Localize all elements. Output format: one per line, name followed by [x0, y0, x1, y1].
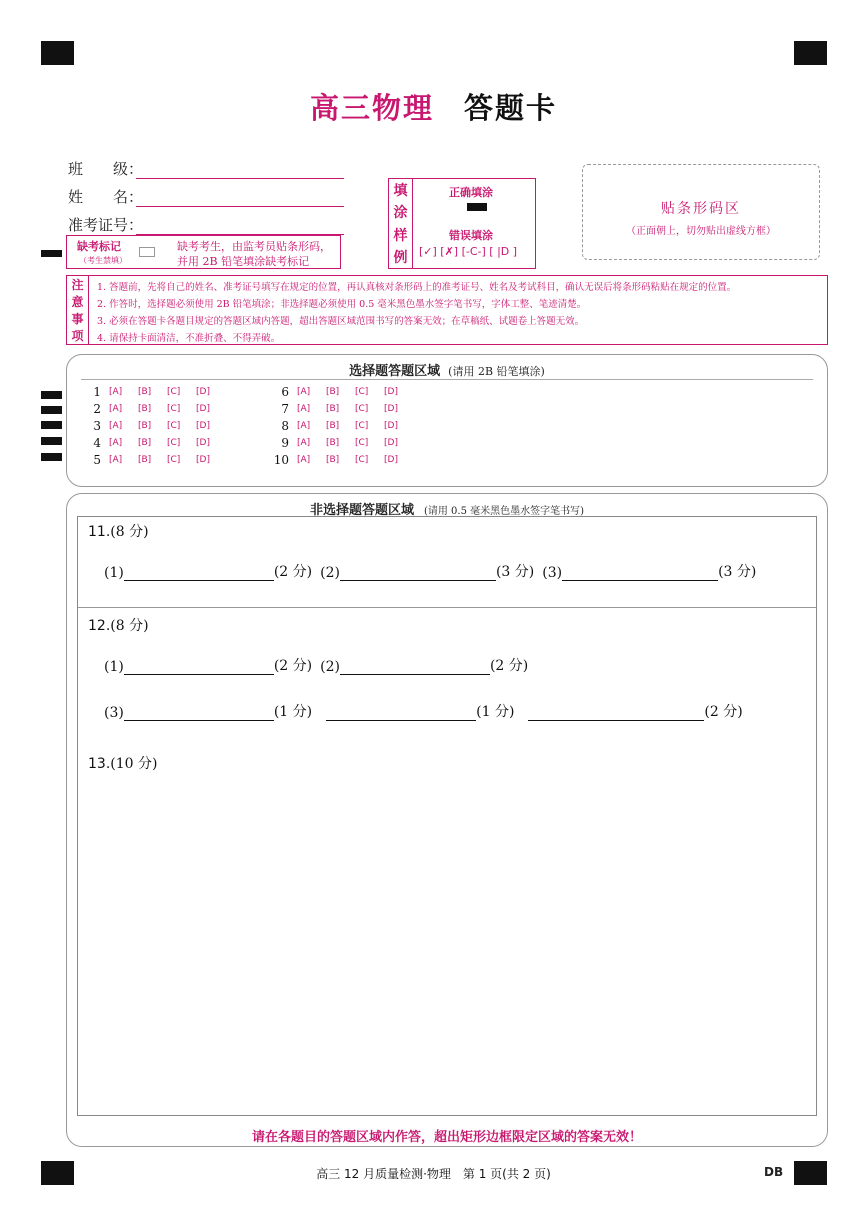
choice-divider: [81, 379, 813, 380]
choice-heading: [67, 360, 827, 379]
choice-option-bubble[interactable]: [B]: [326, 455, 340, 465]
choice-option-bubble[interactable]: [A]: [297, 404, 311, 414]
q12-blank-5[interactable]: [528, 705, 704, 721]
choice-option-bubble[interactable]: [A]: [297, 387, 311, 397]
choice-question-number: 8: [281, 419, 289, 433]
timing-mark: [41, 421, 62, 429]
notes-vert-char: 意: [71, 295, 84, 309]
q12-score-1: (2 分): [273, 658, 313, 674]
class-row: [68, 158, 344, 179]
notes-vert-char: 项: [71, 329, 84, 343]
q12-blank-3[interactable]: [124, 705, 274, 721]
q12-score-2: (2 分): [489, 658, 529, 674]
answer-frame: [77, 516, 817, 1116]
choice-question-row: [81, 453, 225, 467]
choice-option-bubble[interactable]: [C]: [167, 404, 181, 414]
choice-question-number: 2: [93, 402, 101, 416]
fill-example-vertical: [389, 179, 413, 268]
choice-option-bubble[interactable]: [C]: [355, 404, 369, 414]
fill-vert-char: 涂: [393, 205, 408, 222]
absent-checkbox[interactable]: [139, 247, 155, 257]
choice-option-bubble[interactable]: [B]: [326, 421, 340, 431]
choice-option-bubble[interactable]: [B]: [138, 421, 152, 431]
version-code: DB: [764, 1165, 784, 1179]
choice-question-number: 3: [93, 419, 101, 433]
q11-score-1: (2 分): [273, 564, 313, 580]
note-item: 3. 必须在答题卡各题目规定的答题区域内答题，超出答题区域范围书写的答案无效；在草稿纸、试题卷上答题无效。: [97, 316, 585, 327]
q12-blank-1[interactable]: [124, 659, 274, 675]
name-row: [68, 186, 344, 207]
title-main: 答题卡: [464, 91, 558, 125]
barcode-note: （正面朝上，切勿贴出虚线方框）: [626, 226, 776, 237]
choice-option-bubble[interactable]: [D]: [384, 438, 398, 448]
choice-option-bubble[interactable]: [C]: [355, 387, 369, 397]
timing-mark: [41, 453, 62, 461]
choice-option-bubble[interactable]: [C]: [167, 387, 181, 397]
q13-answer-space[interactable]: [78, 787, 816, 1115]
absent-desc-2: 并用 2B 铅笔填涂缺考标记: [177, 255, 310, 268]
q12-number: 12.: [88, 618, 111, 634]
q11-number: 11.: [88, 524, 111, 540]
fill-vert-char: 例: [393, 249, 408, 266]
q12-part-3: (3): [104, 705, 124, 721]
q11-score-2: (3 分): [495, 564, 535, 580]
note-item: 1. 答题前，先将自己的姓名、准考证号填写在规定的位置，再认真核对条形码上的准考证号、姓名及考试科目，确认无误后将条形码粘贴在规定的位置。: [97, 282, 737, 293]
q12-title: [88, 615, 149, 635]
absent-title: 缺考标记: [77, 240, 121, 253]
barcode-title: 贴条形码区: [661, 201, 741, 217]
notes-vertical: [67, 276, 89, 344]
choice-option-bubble[interactable]: [D]: [384, 387, 398, 397]
q12-blank-2[interactable]: [340, 659, 490, 675]
id-row: [68, 214, 344, 235]
choice-option-bubble[interactable]: [B]: [138, 455, 152, 465]
choice-option-bubble[interactable]: [C]: [355, 421, 369, 431]
class-label: 班 级：: [68, 160, 144, 178]
choice-question-row: [81, 385, 225, 399]
q11-points: (8 分): [110, 524, 149, 540]
q11-title: [88, 521, 149, 541]
q13-title: [88, 753, 157, 773]
choice-question-number: 9: [281, 436, 289, 450]
id-field[interactable]: [136, 217, 344, 235]
timing-mark: [41, 250, 62, 257]
choice-option-bubble[interactable]: [D]: [196, 404, 210, 414]
choice-question-number: 10: [273, 453, 289, 467]
choice-option-bubble[interactable]: [A]: [109, 455, 123, 465]
name-label: 姓 名：: [68, 188, 144, 206]
q12-part-2: (2): [320, 659, 340, 675]
q11-part-1: (1): [104, 565, 124, 581]
choice-question-row: [269, 385, 413, 399]
choice-option-bubble[interactable]: [A]: [297, 421, 311, 431]
q12-part-1: (1): [104, 659, 124, 675]
wrong-fill-label: 错误填涂: [449, 229, 493, 242]
choice-option-bubble[interactable]: [B]: [138, 387, 152, 397]
choice-option-bubble[interactable]: [D]: [384, 421, 398, 431]
absent-mark-box: [66, 235, 341, 269]
fill-vert-char: 填: [393, 183, 408, 200]
choice-question-row: [269, 402, 413, 416]
choice-option-bubble[interactable]: [D]: [384, 404, 398, 414]
choice-option-bubble[interactable]: [A]: [109, 387, 123, 397]
corner-mark-top-left: [41, 41, 74, 65]
notes-list: [97, 279, 736, 347]
timing-mark: [41, 391, 62, 399]
class-field[interactable]: [136, 161, 344, 179]
choice-question-row: [269, 436, 413, 450]
choice-option-bubble[interactable]: [A]: [109, 421, 123, 431]
q11-separator: [78, 607, 816, 608]
choice-question-number: 5: [93, 453, 101, 467]
choice-heading-text: 选择题答题区域: [349, 364, 441, 379]
wrong-fill-samples: [✓] [✗] [-C-] [ |D ]: [419, 245, 518, 258]
choice-option-bubble[interactable]: [C]: [167, 438, 181, 448]
barcode-area: [582, 164, 820, 260]
choice-area: [66, 354, 828, 487]
choice-option-bubble[interactable]: [A]: [297, 455, 311, 465]
choice-option-bubble[interactable]: [A]: [109, 404, 123, 414]
choice-question-row: [269, 453, 413, 467]
choice-option-bubble[interactable]: [B]: [326, 438, 340, 448]
choice-option-bubble[interactable]: [C]: [167, 421, 181, 431]
absent-desc-1: 缺考考生，由监考员贴条形码，: [177, 240, 331, 253]
choice-question-number: 4: [93, 436, 101, 450]
page-footer: 高三 12 月质量检测·物理 第 1 页(共 2 页): [316, 1167, 551, 1181]
q12-answer-row-1: [104, 655, 528, 675]
note-item: 4. 请保持卡面清洁，不准折叠、不得弄破。: [97, 333, 281, 344]
notes-box: [66, 275, 828, 345]
nonchoice-area: [66, 493, 828, 1147]
q11-part-2: (2): [320, 565, 340, 581]
choice-option-bubble[interactable]: [D]: [196, 438, 210, 448]
choice-option-bubble[interactable]: [C]: [167, 455, 181, 465]
choice-option-bubble[interactable]: [B]: [326, 404, 340, 414]
id-label: 准考证号：: [68, 216, 144, 234]
corner-mark-top-right: [794, 41, 827, 65]
q12-score-3: (1 分): [273, 704, 313, 720]
fill-example-box: [388, 178, 536, 269]
correct-fill-sample: [467, 203, 487, 211]
q11-blank-3[interactable]: [562, 565, 718, 581]
choice-option-bubble[interactable]: [B]: [138, 438, 152, 448]
q11-blank-1[interactable]: [124, 565, 274, 581]
choice-option-bubble[interactable]: [B]: [326, 387, 340, 397]
choice-question-number: 6: [281, 385, 289, 399]
note-item: 2. 作答时，选择题必须使用 2B 铅笔填涂；非选择题必须使用 0.5 毫米黑色墨水签字笔书写，字体工整、笔迹清楚。: [97, 299, 587, 310]
choice-option-bubble[interactable]: [D]: [196, 455, 210, 465]
timing-mark: [41, 406, 62, 414]
absent-note: （考生禁填）: [79, 256, 127, 265]
notes-vert-char: 事: [71, 312, 84, 326]
choice-question-number: 7: [281, 402, 289, 416]
q12-score-5: (2 分): [704, 704, 743, 720]
q12-score-4: (1 分): [476, 704, 515, 720]
notes-vert-char: 注: [71, 278, 84, 292]
choice-option-bubble[interactable]: [A]: [297, 438, 311, 448]
choice-question-row: [81, 436, 225, 450]
choice-question-row: [81, 419, 225, 433]
nonchoice-heading-text: 非选择题答题区域: [309, 503, 414, 518]
choice-question-number: 1: [93, 385, 101, 399]
nonchoice-instruction: (请用 0.5 毫米黑色墨水签字笔书写): [423, 506, 585, 517]
choice-option-bubble[interactable]: [B]: [138, 404, 152, 414]
choice-question-row: [81, 402, 225, 416]
q13-number: 13.: [88, 756, 111, 772]
choice-question-row: [269, 419, 413, 433]
answer-warning: 请在各题目的答题区域内作答，超出矩形边框限定区域的答案无效！: [251, 1130, 642, 1145]
choice-option-bubble[interactable]: [C]: [355, 455, 369, 465]
choice-option-bubble[interactable]: [D]: [196, 387, 210, 397]
choice-option-bubble[interactable]: [A]: [109, 438, 123, 448]
q11-score-3: (3 分): [718, 564, 757, 580]
q12-blank-4[interactable]: [326, 705, 476, 721]
choice-option-bubble[interactable]: [D]: [384, 455, 398, 465]
choice-instruction: (请用 2B 铅笔填涂): [448, 365, 545, 378]
timing-mark: [41, 437, 62, 445]
q11-part-3: (3): [542, 565, 563, 581]
q11-blank-2[interactable]: [340, 565, 496, 581]
q12-answer-row-2: [104, 701, 743, 721]
title-subject: 高三物理: [309, 91, 434, 125]
q13-points: (10 分): [110, 756, 158, 772]
correct-fill-label: 正确填涂: [449, 186, 493, 199]
page-title: [0, 86, 867, 127]
name-field[interactable]: [136, 189, 344, 207]
choice-option-bubble[interactable]: [D]: [196, 421, 210, 431]
q12-points: (8 分): [110, 618, 149, 634]
fill-vert-char: 样: [393, 227, 408, 244]
q11-answer-row: [104, 561, 756, 581]
choice-option-bubble[interactable]: [C]: [355, 438, 369, 448]
